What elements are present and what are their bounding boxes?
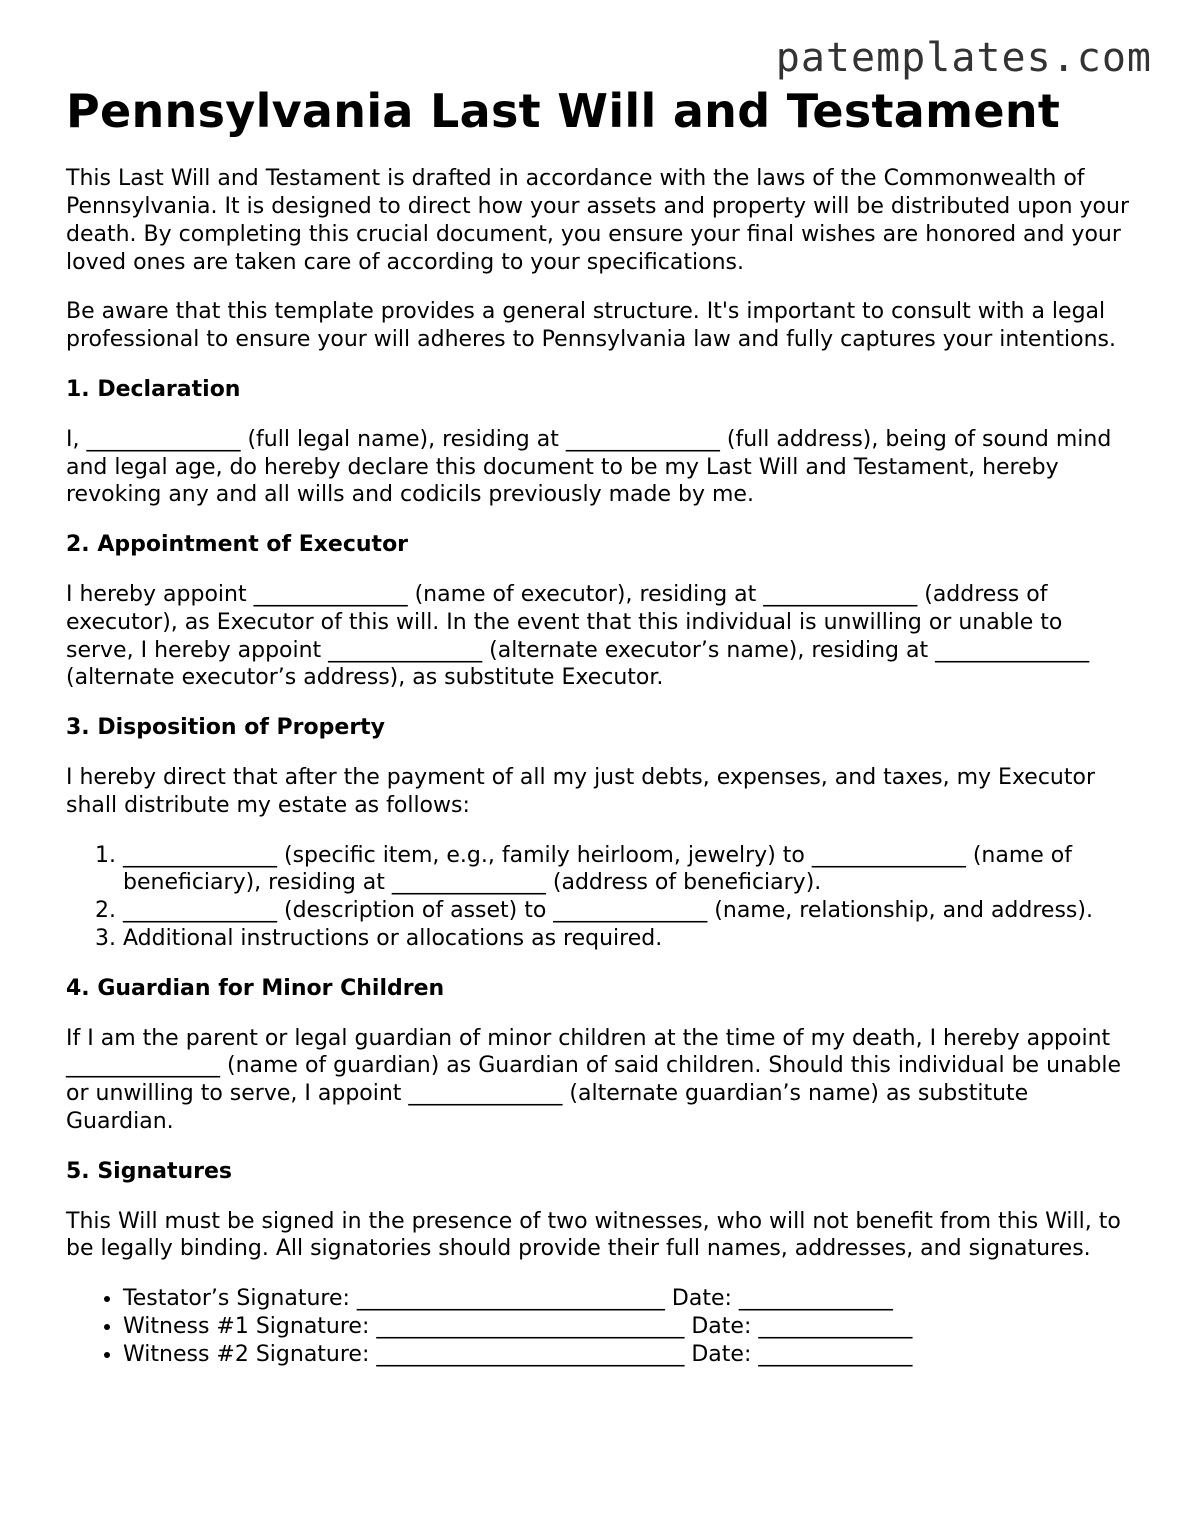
executor-text: I hereby appoint ______________ (name of executor), residing at ______________ (address of executor), as Executor of this will. In the event that this individual is unwilling or unable to serve, I hereby appoint ______________ (alternate executor’s name), residing at ______________ (alternate executor’s address), as substitute Executor. xyxy=(66,581,1090,691)
guardian-text: If I am the parent or legal guardian of minor children at the time of my death, I hereby appoint ______________ (name of guardian) as Guardian of said children. Should this individual be unable or unwilling to serve, I appoint ______________ (alternate guardian’s name) as substitute Guardian. xyxy=(66,1025,1122,1134)
section-heading-declaration: 1. Declaration xyxy=(66,376,241,402)
signatures-text: This Will must be signed in the presence of two witnesses, who will not benefit from this Will, to be legally binding. All signatories should provide their full names, addresses, and signatures. xyxy=(66,1208,1121,1262)
intro-paragraph: This Last Will and Testament is drafted in accordance with the laws of the Commonwealth of Pennsylvania. It is designed to direct how your assets and property will be distributed upon your death. By completing this crucial document, you ensure your final wishes are honored and your loved ones are taken care of according to your specifications. xyxy=(66,166,1130,275)
document-title: Pennsylvania Last Will and Testament xyxy=(66,84,1061,138)
signature-line-witness-2: • Witness #2 Signature: ____________________________ Date: ______________ xyxy=(123,1341,1136,1369)
signature-line-testator: • Testator’s Signature: ____________________________ Date: ______________ xyxy=(123,1285,1136,1313)
section-heading-signatures: 5. Signatures xyxy=(66,1158,233,1184)
disclaimer-paragraph: Be aware that this template provides a general structure. It's important to consult with a legal professional to ensure your will adheres to Pennsylvania law and fully captures your intentions. xyxy=(66,299,1116,353)
property-text: I hereby direct that after the payment of all my just debts, expenses, and taxes, my Executor shall distribute my estate as follows: xyxy=(66,764,1096,818)
signature-list xyxy=(66,1285,1136,1368)
watermark: patemplates.com xyxy=(775,35,1152,81)
list-item: 1. ______________ (specific item, e.g., family heirloom, jewelry) to ______________ (name of beneficiary), residing at ______________ (address of beneficiary). xyxy=(123,842,1136,898)
declaration-text: I, ______________ (full legal name), residing at ______________ (full address), being of sound mind and legal age, do hereby declare this document to be my Last Will and Testament, hereby revoking any and all wills and codicils previously made by me. xyxy=(66,426,1112,508)
list-item: 3. Additional instructions or allocations as required. xyxy=(123,925,1136,953)
signature-line-witness-1: • Witness #1 Signature: ____________________________ Date: ______________ xyxy=(123,1313,1136,1341)
section-heading-guardian: 4. Guardian for Minor Children xyxy=(66,975,445,1001)
document-page xyxy=(66,84,1136,1390)
list-item: 2. ______________ (description of asset) to ______________ (name, relationship, and address). xyxy=(123,897,1136,925)
property-list xyxy=(66,842,1136,953)
section-heading-executor: 2. Appointment of Executor xyxy=(66,532,409,558)
section-heading-property: 3. Disposition of Property xyxy=(66,715,386,741)
